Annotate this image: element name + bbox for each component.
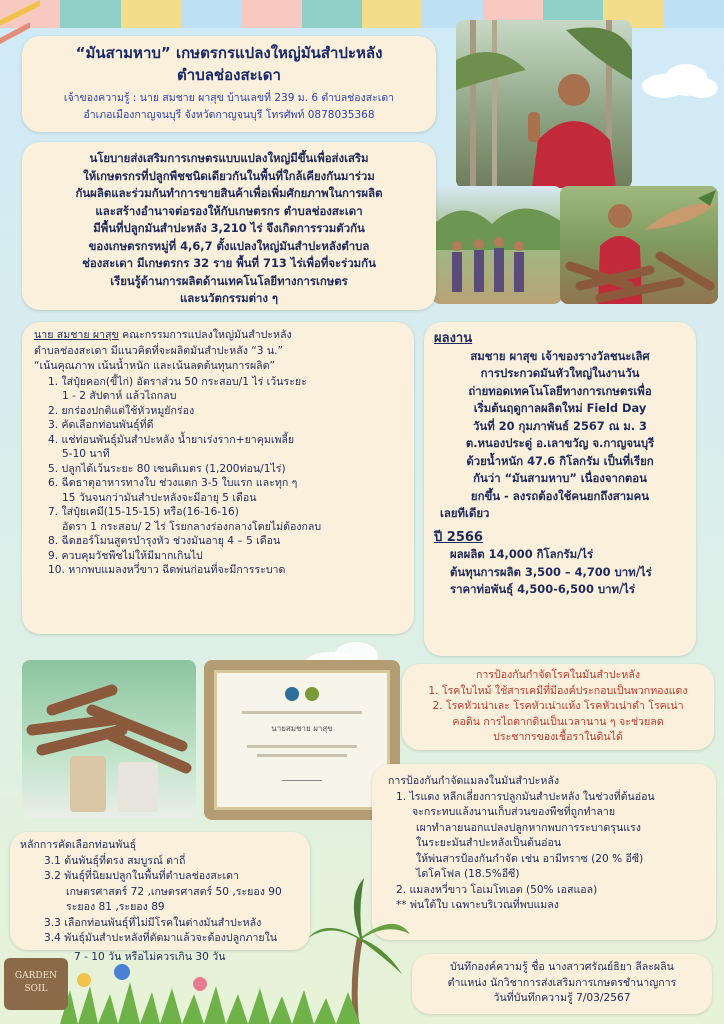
disease-line: ประชากรของเชื้อราในดินได้: [493, 731, 623, 743]
results-text: [434, 348, 686, 523]
garden-soil-sign: [4, 958, 68, 1010]
pests-line: 2. แมลงหวี่ขาว โอเมโทเอต (50% เอสแอล): [396, 883, 598, 896]
selection-line: 3.1 ต้นพันธุ์ที่ตรง สมบูรณ์ ตาถี่: [44, 854, 186, 867]
pest-control-box: [372, 764, 716, 940]
results-line: ด้วยน้ำหนัก 47.6 กิโลกรัม เป็นที่เรียก: [466, 453, 654, 468]
record-box: [412, 954, 712, 1014]
policy-line: นโยบายส่งเสริมการเกษตรแบบแปลงใหญ่มีขึ้นเพื่อส่งเสริม: [89, 151, 369, 165]
grass-flowers-decoration: [60, 960, 360, 1024]
page-subtitle: ตำบลช่องสะเดา: [177, 66, 281, 84]
concept-motto: “เน้นคุณภาพ เน้นน้ำหนัก และเน้นลดต้นทุนการผลิต”: [34, 360, 276, 372]
pests-line: ไดโคโฟล (18.5%อีซี): [416, 868, 520, 880]
policy-line: ช่องสะเดา มีเกษตรกร 32 ราย พื้นที่ 713 ไร่เพื่อที่จะร่วมกัน: [82, 256, 376, 270]
policy-box: [22, 142, 436, 310]
pests-line: ให้พ่นสารป้องกันกำจัด เช่น อามีทราซ (20 % อีซี): [416, 852, 644, 865]
farmer-thumbs-up-photo: [456, 20, 632, 188]
emblem-icon: [305, 687, 319, 701]
pests-title: การป้องกันกำจัดแมลงในมันสำปะหลัง: [388, 775, 560, 787]
selection-line: เกษตรศาสตร์ 72 ,เกษตรศาสตร์ 50 ,ระยอง 90: [66, 885, 282, 898]
certificate-recipient: นายสมชาย ผาสุข: [271, 724, 333, 733]
results-line: เริ่มต้นฤดูกาลผลิตใหม่ Field Day: [473, 401, 647, 415]
selection-line: 7 - 10 วัน หรือไม่ควรเกิน 30 วัน: [74, 951, 226, 963]
sign-text: SOIL: [24, 984, 48, 994]
cassava-roots-photo: [22, 660, 196, 818]
policy-line: เรียนรู้ด้านการผลิตด้านเทคโนโลยีทางการเกษตร: [110, 273, 348, 288]
disease-control-box: [402, 664, 714, 750]
selection-line: ระยอง 81 ,ระยอง 89: [66, 901, 165, 913]
policy-line: มีพื้นที่ปลูกมันสำปะหลัง 3,210 ไร่ จึงเกิดการรวมตัวกัน: [93, 221, 365, 235]
policy-line: และสร้างอำนาจต่อรองให้กับเกษตรกร ตำบลช่องสะเดา: [95, 203, 363, 218]
step-item: 7. ใส่ปุ๋ยเคมี(15-15-15) หรือ(16-16-16): [48, 506, 239, 518]
page-title: “มันสามหาบ” เกษตรกรแปลงใหญ่มันสำปะหลัง: [75, 44, 383, 62]
results-line: สมชาย ผาสุข เจ้าของรางวัลชนะเลิศ: [470, 348, 650, 363]
year-line: ราคาท่อพันธุ์ 4,500-6,500 บาท/ไร่: [450, 582, 635, 596]
policy-line: กันผลิตและร่วมกันทำการขายสินค้าเพื่อเพิ่มศักยภาพในการผลิต: [75, 186, 383, 200]
step-item: 6. ฉีดธาตุอาหารทางใบ ช่วงแตก 3-5 ใบแรก และทุก ๆ: [48, 477, 298, 489]
cutting-selection-box: [10, 832, 310, 950]
step-item: 1. ใส่ปุ๋ยคอก(ขี้ไก่) อัตราส่วน 50 กระสอบ/1 ไร่ เว้นระยะ: [48, 375, 307, 388]
selection-line: 3.2 พันธุ์ที่นิยมปลูกในพื้นที่ตำบลช่องสะเดา: [44, 870, 239, 882]
year-line: ต้นทุนการผลิต 3,500 – 4,700 บาท/ไร่: [450, 564, 652, 579]
results-line: วันที่ 20 กุมภาพันธ์ 2567 ณ ม. 3: [473, 418, 647, 433]
selection-line: 3.3 เลือกท่อนพันธุ์ที่ไม่มีโรคในต่างมันสำปะหลัง: [44, 916, 262, 929]
record-line: บันทึกองค์ความรู้ ชื่อ นางสาวศรัณย์ธิยา ลีละผลิน: [450, 961, 674, 973]
signature-mark: [282, 771, 322, 781]
pests-line: 1. ไรแดง หลีกเลี่ยงการปลูกมันสำปะหลัง ในช่วงที่ต้นอ่อน: [396, 790, 655, 803]
steps-list: [48, 375, 402, 578]
production-concept-box: [22, 322, 414, 634]
step-item: 5-10 นาที: [62, 448, 110, 460]
owner-line: อำเภอเมืองกาญจนบุรี จังหวัดกาญจนบุรี โทรศัพท์ 0878035368: [83, 109, 375, 121]
selection-line: 3.4 พันธุ์มันสำปะหลังที่ตัดมาแล้วจะต้องปลูกภายใน: [44, 932, 278, 944]
policy-line: ของเกษตรกรหมู่ที่ 4,6,7 ตั้งแปลงใหญ่มันสำปะหลังตำบล: [88, 238, 370, 253]
step-item: 8. ฉีดฮอร์โมนสูตรบำรุงหัว ช่วงมันอายุ 4 – 5 เดือน: [48, 535, 281, 547]
policy-line: และนวัตกรรมต่าง ๆ: [179, 291, 279, 305]
results-line: ยกขึ้น - ลงรถต้องใช้คนยกถึงสามคน: [470, 488, 650, 503]
cassava-root-decoration: [640, 190, 720, 240]
record-line: วันที่บันทึกความรู้ 7/03/2567: [493, 992, 631, 1004]
results-line: ต.หนองประดู่ อ.เลาขวัญ จ.กาญจนบุรี: [465, 436, 655, 450]
step-item: 4. แช่ท่อนพันธุ์มันสำปะหลัง น้ำยาเร่งราก+ยาคุมเพลี้ย: [48, 433, 295, 446]
step-item: อัตรา 1 กระสอบ/ 2 ไร่ โรยกลางร่องกลางโดยไม่ต้องกลบ: [62, 520, 322, 533]
year-line: ผลผลิต 14,000 กิโลกรัม/ไร่: [450, 547, 594, 561]
results-line: กันว่า “มันสามหาบ” เนื่องจากตอน: [473, 471, 647, 485]
disease-title: การป้องกันกำจัดโรคในมันสำปะหลัง: [475, 669, 640, 681]
policy-line: ให้เกษตรกรที่ปลูกพืชชนิดเดียวกันในพื้นที่ใกล้เคียงกันมาร่วม: [83, 168, 375, 183]
year-heading: ปี 2566: [434, 529, 483, 545]
farmer-name: นาย สมชาย ผาสุข: [34, 329, 119, 341]
concept-intro: นาย สมชาย ผาสุข คณะกรรมการแปลงใหญ่มันสำปะหลัง: [34, 329, 292, 341]
header-box: [22, 36, 436, 132]
sign-text: GARDEN: [14, 971, 58, 981]
emblem-icon: [285, 687, 299, 701]
results-line: เลยทีเดียว: [440, 506, 490, 520]
pests-line: จะกระทบแล้งนานเก็บส่วนของพืชที่ถูกทำลาย: [412, 806, 616, 818]
results-heading: ผลงาน: [434, 331, 473, 346]
disease-line: 2. โรคหัวเน่าเละ โรคหัวเน่าแห้ง โรคหัวเน่าดำ โรคเน่า: [432, 700, 684, 712]
selection-title: หลักการคัดเลือกท่อนพันธุ์: [20, 839, 137, 851]
disease-line: คอดิน การไถตากดินเป็นเวลานาน ๆ จะช่วยลด: [452, 715, 664, 728]
record-line: ตำแหน่ง นักวิชาการส่งเสริมการเกษตรชำนาญการ: [447, 976, 677, 989]
disease-line: 1. โรคใบไหม้ ใช้สารเคมีที่มีองค์ประกอบเป็นพวกทองแดง: [428, 684, 688, 697]
step-item: 2. ยกร่องปกติแต่ใช้หัวหมูยักร่อง: [48, 404, 195, 417]
pests-line: ในระยะมันสำปะหลังเป็นต้นอ่อน: [416, 837, 562, 849]
certificate-photo: [204, 660, 400, 820]
certificate-paper: [214, 670, 390, 810]
pests-line: ** พ่นใต้ใบ เฉพาะบริเวณที่พบแมลง: [396, 899, 559, 911]
step-item: 10. หากพบแมลงหวี่ขาว ฉีดพ่นก่อนที่จะมีการระบาด: [48, 564, 286, 576]
step-item: 3. คัดเลือกท่อนพันธุ์ที่ดี: [48, 419, 154, 431]
cloud-icon: [636, 60, 720, 100]
step-item: 15 วันจนกว่ามันสำปะหลังจะมีอายุ 5 เดือน: [62, 491, 257, 504]
results-line: ถ่ายทอดเทคโนโลยีทางการเกษตรเพื่อ: [468, 383, 652, 398]
owner-line: เจ้าของความรู้ : นาย สมชาย ผาสุข บ้านเลขที่ 239 ม. 6 ตำบลช่องสะเดา: [63, 92, 395, 104]
pests-line: เผาทำลายนอกแปลงปลูกหากพบการระบาดรุนแรง: [416, 821, 641, 834]
results-line: การประกวดมันหัวใหญ่ในงานวัน: [480, 366, 640, 380]
group-field-photo: [432, 186, 562, 304]
step-item: 5. ปลูกได้เว้นระยะ 80 เซนติเมตร (1,200ท่อน/1ไร่): [48, 462, 286, 475]
results-box: [424, 322, 696, 656]
step-item: 9. ควบคุมวัชพืชไม่ให้มีมากเกินไป: [48, 549, 203, 562]
step-item: 1 - 2 สัปดาห์ แล้วไถกลบ: [62, 390, 177, 402]
concept-intro: ตำบลช่องสะเดา มีแนวคิดที่จะผลิตมันสำปะหลัง “3 น.”: [34, 344, 283, 357]
